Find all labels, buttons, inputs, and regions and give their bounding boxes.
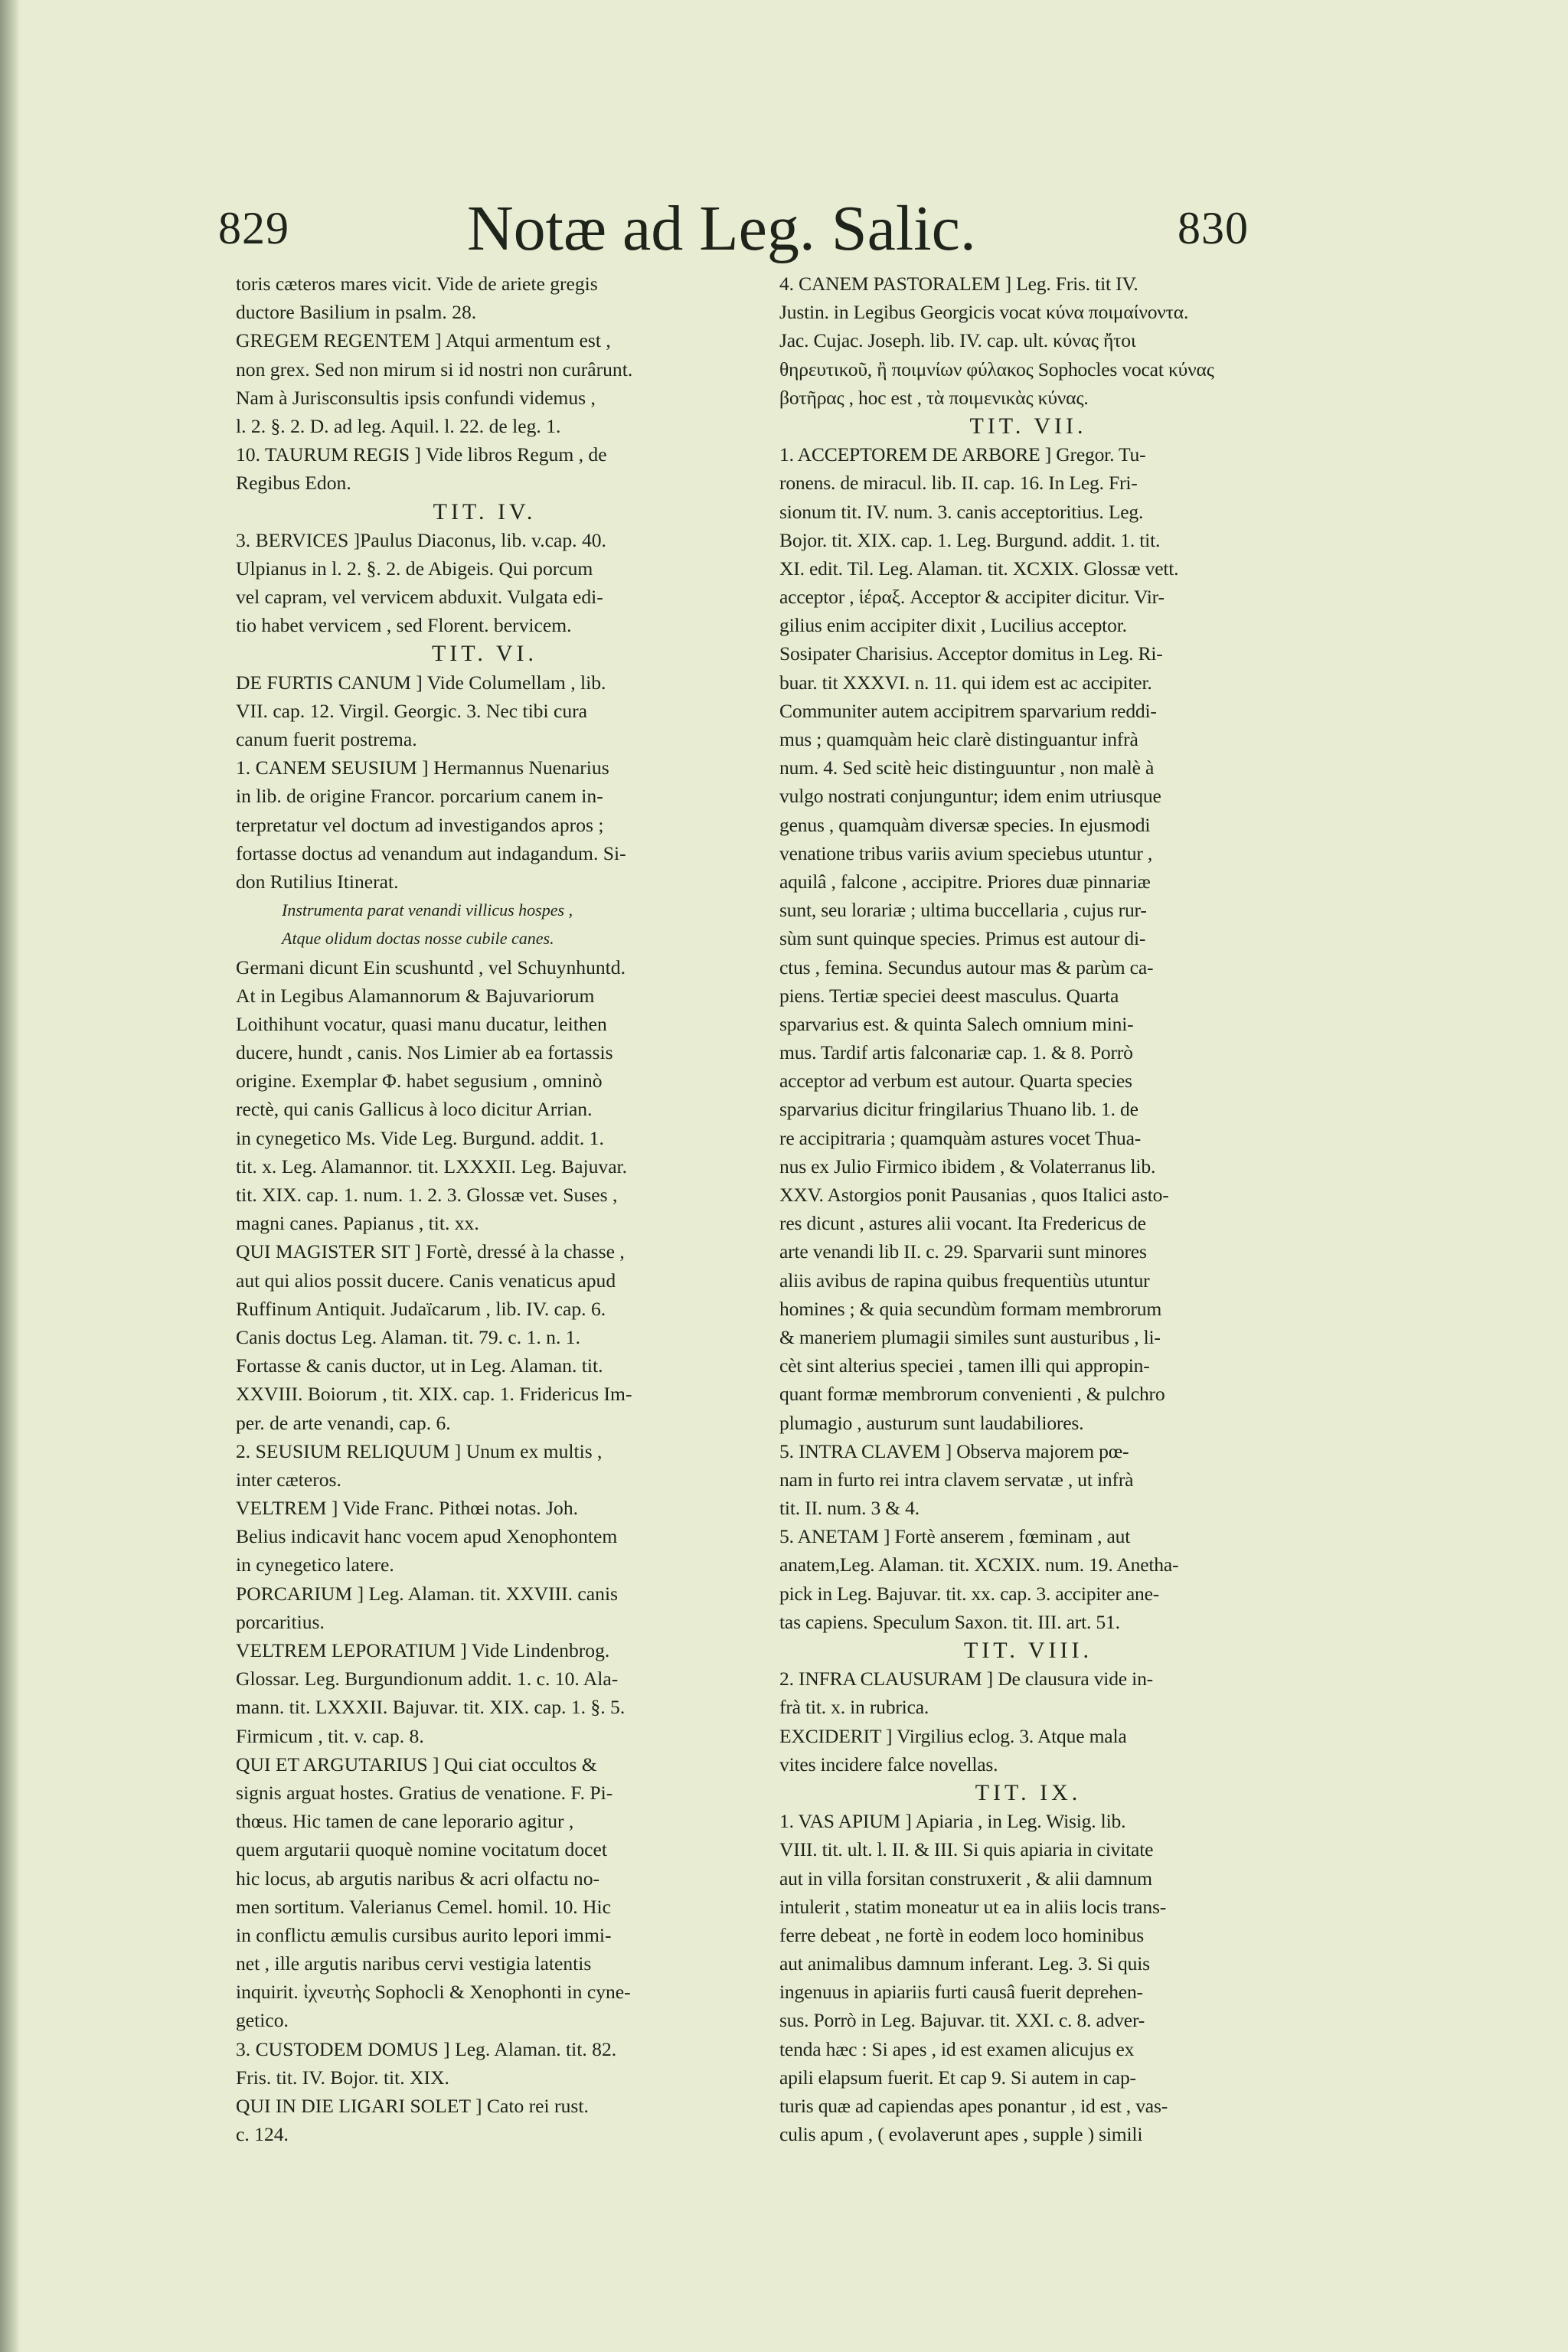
left-column bbox=[236, 270, 733, 2148]
text-line: in cynegetico Ms. Vide Leg. Burgund. addit. 1. bbox=[236, 1126, 604, 1149]
text-line: l. 2. §. 2. D. ad leg. Aquil. l. 22. de leg. 1. bbox=[236, 414, 561, 437]
text-line: net , ille argutis naribus cervi vestigia latentis bbox=[236, 1952, 592, 1975]
text-line: XXV. Astorgios ponit Pausanias , quos Italici asto- bbox=[779, 1184, 1169, 1206]
text-line: mann. tit. LXXXII. Bajuvar. tit. XIX. cap. 1. §. 5. bbox=[236, 1696, 626, 1719]
text-line: thœus. Hic tamen de cane leporario agitur , bbox=[236, 1810, 574, 1833]
text-line: rectè, qui canis Gallicus à loco dicitur Arrian. bbox=[236, 1098, 593, 1121]
text-line: 4. CANEM PASTORALEM ] Leg. Fris. tit IV. bbox=[779, 273, 1138, 295]
text-line: 5. ANETAM ] Fortè anserem , fœminam , aut bbox=[779, 1525, 1131, 1548]
text-line: 2. INFRA CLAUSURAM ] De clausura vide in- bbox=[779, 1668, 1153, 1690]
text-line: acceptor , ἱέραξ. Acceptor & accipiter dicitur. Vir- bbox=[779, 586, 1165, 609]
text-line: Loithihunt vocatur, quasi manu ducatur, leithen bbox=[236, 1012, 607, 1035]
text-line: genus , quamquàm diversæ species. In ejusmodi bbox=[779, 813, 1151, 836]
verse-quote-line: Instrumenta parat venandi villicus hospes , bbox=[282, 900, 573, 920]
text-line: 5. INTRA CLAVEM ] Observa majorem pœ- bbox=[779, 1439, 1129, 1462]
text-line: Ulpianus in l. 2. §. 2. de Abigeis. Qui porcum bbox=[236, 557, 593, 580]
text-line: vel capram, vel vervicem abduxit. Vulgata edi- bbox=[236, 586, 603, 609]
text-line: inter cæteros. bbox=[236, 1468, 341, 1491]
text-line: sunt, seu lorariæ ; ultima buccellaria , cujus rur- bbox=[779, 899, 1147, 922]
text-line: c. 124. bbox=[236, 2123, 289, 2146]
text-line: XXVIII. Boiorum , tit. XIX. cap. 1. Fridericus Im- bbox=[236, 1383, 632, 1406]
text-line: & maneriem plumagii similes sunt austuribus , li- bbox=[779, 1325, 1161, 1348]
text-line: nus ex Julio Firmico ibidem , & Volaterranus lib. bbox=[779, 1155, 1156, 1178]
text-line: quant formæ membrorum convenienti , & pulchro bbox=[779, 1383, 1165, 1406]
text-line: canum fuerit postrema. bbox=[236, 728, 417, 750]
text-line: magni canes. Papianus , tit. xx. bbox=[236, 1212, 479, 1235]
text-line: Regibus Edon. bbox=[236, 472, 351, 495]
section-heading: TIT. VI. bbox=[431, 641, 538, 667]
text-line: nam in furto rei intra clavem servatæ , ut infrà bbox=[779, 1468, 1134, 1491]
text-line: At in Legibus Alamannorum & Bajuvariorum bbox=[236, 984, 595, 1007]
text-line: piens. Tertiæ speciei deest masculus. Quarta bbox=[779, 984, 1119, 1007]
text-line: ductore Basilium in psalm. 28. bbox=[236, 301, 477, 324]
text-line: sionum tit. IV. num. 3. canis acceptoritius. Leg. bbox=[779, 500, 1144, 523]
text-line: VELTREM LEPORATIUM ] Vide Lindenbrog. bbox=[236, 1639, 610, 1661]
text-line: 3. BERVICES ]Paulus Diaconus, lib. v.cap. 40. bbox=[236, 528, 606, 551]
text-line: tas capiens. Speculum Saxon. tit. III. art. 51. bbox=[779, 1610, 1120, 1633]
text-line: ronens. de miracul. lib. II. cap. 16. In Leg. Fri- bbox=[779, 472, 1138, 495]
text-line: GREGEM REGENTEM ] Atqui armentum est , bbox=[236, 329, 611, 352]
text-line: tenda hæc : Si apes , id est examen alicujus ex bbox=[779, 2037, 1135, 2060]
text-line: Firmicum , tit. v. cap. 8. bbox=[236, 1724, 424, 1747]
text-line: VIII. tit. ult. l. II. & III. Si quis apiaria in civitate bbox=[779, 1838, 1154, 1861]
text-line: venatione tribus variis avium speciebus utuntur , bbox=[779, 841, 1153, 864]
text-line: tit. x. Leg. Alamannor. tit. LXXXII. Leg. Bajuvar. bbox=[236, 1155, 628, 1178]
text-line: res dicunt , astures alii vocant. Ita Fredericus de bbox=[779, 1212, 1146, 1235]
text-line: tio habet vervicem , sed Florent. bervicem. bbox=[236, 614, 572, 637]
text-line: 10. TAURUM REGIS ] Vide libros Regum , de bbox=[236, 443, 607, 466]
text-line: origine. Exemplar Φ. habet segusium , omninò bbox=[236, 1070, 603, 1093]
text-line: sparvarius est. & quinta Salech omnium mini- bbox=[779, 1012, 1134, 1035]
text-line: XI. edit. Til. Leg. Alaman. tit. XCXIX. Glossæ vett. bbox=[779, 557, 1179, 580]
page-header bbox=[0, 191, 1568, 268]
section-heading: TIT. VII. bbox=[969, 413, 1087, 439]
text-line: don Rutilius Itinerat. bbox=[236, 870, 399, 893]
text-line: βοτῆρας , hoc est , τὰ ποιμενικὰς κύνας. bbox=[779, 386, 1089, 409]
text-line: aliis avibus de rapina quibus frequentiùs utuntur bbox=[779, 1269, 1150, 1292]
verse-quote-line: Atque olidum doctas nosse cubile canes. bbox=[282, 929, 554, 949]
text-line: arte venandi lib II. c. 29. Sparvarii sunt minores bbox=[779, 1240, 1147, 1263]
text-line: per. de arte venandi, cap. 6. bbox=[236, 1411, 451, 1434]
text-line: terpretatur vel doctum ad investigandos apros ; bbox=[236, 813, 604, 836]
text-line: fortasse doctus ad venandum aut indagandum. Si- bbox=[236, 841, 626, 864]
text-line: Jac. Cujac. Joseph. lib. IV. cap. ult. κύνας ἤτοι bbox=[779, 329, 1136, 352]
text-line: sparvarius dicitur fringilarius Thuano lib. 1. de bbox=[779, 1098, 1138, 1121]
text-line: sùm sunt quinque species. Primus est autour di- bbox=[779, 927, 1146, 950]
text-line: Fortasse & canis ductor, ut in Leg. Alaman. tit. bbox=[236, 1354, 603, 1377]
text-line: apili elapsum fuerit. Et cap 9. Si autem in cap- bbox=[779, 2066, 1136, 2089]
text-line: Canis doctus Leg. Alaman. tit. 79. c. 1. n. 1. bbox=[236, 1325, 580, 1348]
text-line: num. 4. Sed scitè heic distinguuntur , non malè à bbox=[779, 756, 1155, 779]
text-line: 2. SEUSIUM RELIQUUM ] Unum ex multis , bbox=[236, 1439, 603, 1462]
text-line: culis apum , ( evolaverunt apes , supple ) simili bbox=[779, 2123, 1143, 2146]
text-line: Communiter autem accipitrem sparvarium reddi- bbox=[779, 699, 1157, 722]
text-line: vites incidere falce novellas. bbox=[779, 1753, 998, 1775]
text-line: 1. VAS APIUM ] Apiaria , in Leg. Wisig. lib. bbox=[779, 1810, 1126, 1833]
text-line: 3. CUSTODEM DOMUS ] Leg. Alaman. tit. 82. bbox=[236, 2037, 617, 2060]
text-line: signis arguat hostes. Gratius de venatione. F. Pi- bbox=[236, 1781, 613, 1804]
text-line: non grex. Sed non mirum si id nostri non curârunt. bbox=[236, 358, 633, 381]
text-line: Germani dicunt Ein scushuntd , vel Schuynhuntd. bbox=[236, 956, 626, 978]
text-line: mus. Tardif artis falconariæ cap. 1. & 8. Porrò bbox=[779, 1041, 1133, 1064]
text-line: pick in Leg. Bajuvar. tit. xx. cap. 3. accipiter ane- bbox=[779, 1582, 1160, 1605]
text-line: Belius indicavit hanc vocem apud Xenophontem bbox=[236, 1525, 618, 1548]
text-line: in cynegetico latere. bbox=[236, 1553, 394, 1576]
text-line: porcaritius. bbox=[236, 1610, 325, 1633]
text-line: Bojor. tit. XIX. cap. 1. Leg. Burgund. addit. 1. tit. bbox=[779, 528, 1161, 551]
text-line: PORCARIUM ] Leg. Alaman. tit. XXVIII. canis bbox=[236, 1582, 619, 1605]
text-line: EXCIDERIT ] Virgilius eclog. 3. Atque mala bbox=[779, 1724, 1127, 1747]
text-line: inquirit. ἰχνευτὴς Sophocli & Xenophonti in cyne- bbox=[236, 1981, 631, 2004]
text-line: Sosipater Charisius. Acceptor domitus in Leg. Ri- bbox=[779, 642, 1163, 665]
text-line: DE FURTIS CANUM ] Vide Columellam , lib. bbox=[236, 671, 606, 694]
text-line: aquilâ , falcone , accipitre. Priores duæ pinnariæ bbox=[779, 870, 1151, 893]
text-line: homines ; & quia secundùm formam membrorum bbox=[779, 1297, 1162, 1320]
text-line: Ruffinum Antiquit. Judaïcarum , lib. IV. cap. 6. bbox=[236, 1297, 606, 1320]
section-heading: TIT. IX. bbox=[975, 1779, 1082, 1805]
text-line: toris cæteros mares vicit. Vide de ariete gregis bbox=[236, 273, 598, 295]
text-line: θηρευτικοῦ, ἢ ποιμνίων φύλακος Sophocles vocat κύνας bbox=[779, 358, 1214, 381]
text-line: plumagio , austurum sunt laudabiliores. bbox=[779, 1411, 1084, 1434]
book-gutter-shadow bbox=[0, 0, 20, 2352]
text-line: men sortitum. Valerianus Cemel. homil. 10. Hic bbox=[236, 1895, 612, 1918]
text-line: ingenuus in apiariis furti causâ fuerit deprehen- bbox=[779, 1981, 1143, 2004]
text-line: sus. Porrò in Leg. Bajuvar. tit. XXI. c. 8. adver- bbox=[779, 2009, 1145, 2032]
text-line: hic locus, ab argutis naribus & acri olfactu no- bbox=[236, 1867, 600, 1890]
running-title: Notæ ad Leg. Salic. bbox=[467, 193, 976, 264]
section-heading: TIT. IV. bbox=[433, 498, 537, 524]
text-line: QUI ET ARGUTARIUS ] Qui ciat occultos & bbox=[236, 1753, 597, 1775]
text-line: QUI MAGISTER SIT ] Fortè, dressé à la chasse , bbox=[236, 1240, 625, 1263]
text-line: acceptor ad verbum est autour. Quarta species bbox=[779, 1070, 1132, 1093]
text-line: QUI IN DIE LIGARI SOLET ] Cato rei rust. bbox=[236, 2095, 589, 2117]
text-line: aut in villa forsitan construxerit , & alii damnum bbox=[779, 1867, 1152, 1890]
text-line: getico. bbox=[236, 2009, 289, 2032]
text-line: Justin. in Legibus Georgicis vocat κύνα ποιμαίνοντα. bbox=[779, 301, 1189, 324]
text-line: Nam à Jurisconsultis ipsis confundi videmus , bbox=[236, 386, 596, 409]
text-line: VELTREM ] Vide Franc. Pithœi notas. Joh. bbox=[236, 1497, 579, 1520]
text-line: gilius enim accipiter dixit , Lucilius acceptor. bbox=[779, 614, 1127, 637]
text-line: aut qui alios possit ducere. Canis venaticus apud bbox=[236, 1269, 616, 1292]
text-line: cèt sint alterius speciei , tamen illi qui appropin- bbox=[779, 1354, 1150, 1377]
text-line: intulerit , statim moneatur ut ea in aliis locis trans- bbox=[779, 1895, 1167, 1918]
text-line: ducere, hundt , canis. Nos Limier ab ea fortassis bbox=[236, 1041, 613, 1064]
text-line: anatem,Leg. Alaman. tit. XCXIX. num. 19. Anetha- bbox=[779, 1553, 1179, 1576]
text-line: in conflictu æmulis cursibus aurito lepori immi- bbox=[236, 1923, 612, 1946]
text-line: quem argutarii quoquè nomine vocitatum docet bbox=[236, 1838, 607, 1861]
text-line: VII. cap. 12. Virgil. Georgic. 3. Nec tibi cura bbox=[236, 699, 588, 722]
text-line: tit. XIX. cap. 1. num. 1. 2. 3. Glossæ vet. Suses , bbox=[236, 1184, 618, 1206]
text-line: Fris. tit. IV. Bojor. tit. XIX. bbox=[236, 2066, 449, 2089]
text-line: Glossar. Leg. Burgundionum addit. 1. c. 10. Ala- bbox=[236, 1668, 619, 1690]
right-column bbox=[779, 270, 1277, 2148]
page-number-left: 829 bbox=[218, 203, 289, 253]
text-line: mus ; quamquàm heic clarè distinguantur infrà bbox=[779, 728, 1138, 750]
section-heading: TIT. VIII. bbox=[963, 1638, 1093, 1663]
text-line: vulgo nostrati conjunguntur; idem enim utriusque bbox=[779, 785, 1161, 808]
text-line: in lib. de origine Francor. porcarium canem in- bbox=[236, 785, 603, 808]
text-line: ferre debeat , ne fortè in eodem loco hominibus bbox=[779, 1923, 1144, 1946]
text-line: tit. II. num. 3 & 4. bbox=[779, 1497, 920, 1520]
text-line: buar. tit XXXVI. n. 11. qui idem est ac accipiter. bbox=[779, 671, 1152, 694]
page-number-right: 830 bbox=[1178, 203, 1249, 253]
text-line: aut animalibus damnum inferant. Leg. 3. Si quis bbox=[779, 1952, 1150, 1975]
text-line: re accipitraria ; quamquàm astures vocet Thua- bbox=[779, 1126, 1142, 1149]
text-line: ctus , femina. Secundus autour mas & parùm ca- bbox=[779, 956, 1154, 978]
text-line: 1. CANEM SEUSIUM ] Hermannus Nuenarius bbox=[236, 756, 609, 779]
text-line: frà tit. x. in rubrica. bbox=[779, 1696, 929, 1719]
text-line: 1. ACCEPTOREM DE ARBORE ] Gregor. Tu- bbox=[779, 443, 1146, 466]
text-line: turis quæ ad capiendas apes ponantur , id est , vas- bbox=[779, 2095, 1168, 2117]
